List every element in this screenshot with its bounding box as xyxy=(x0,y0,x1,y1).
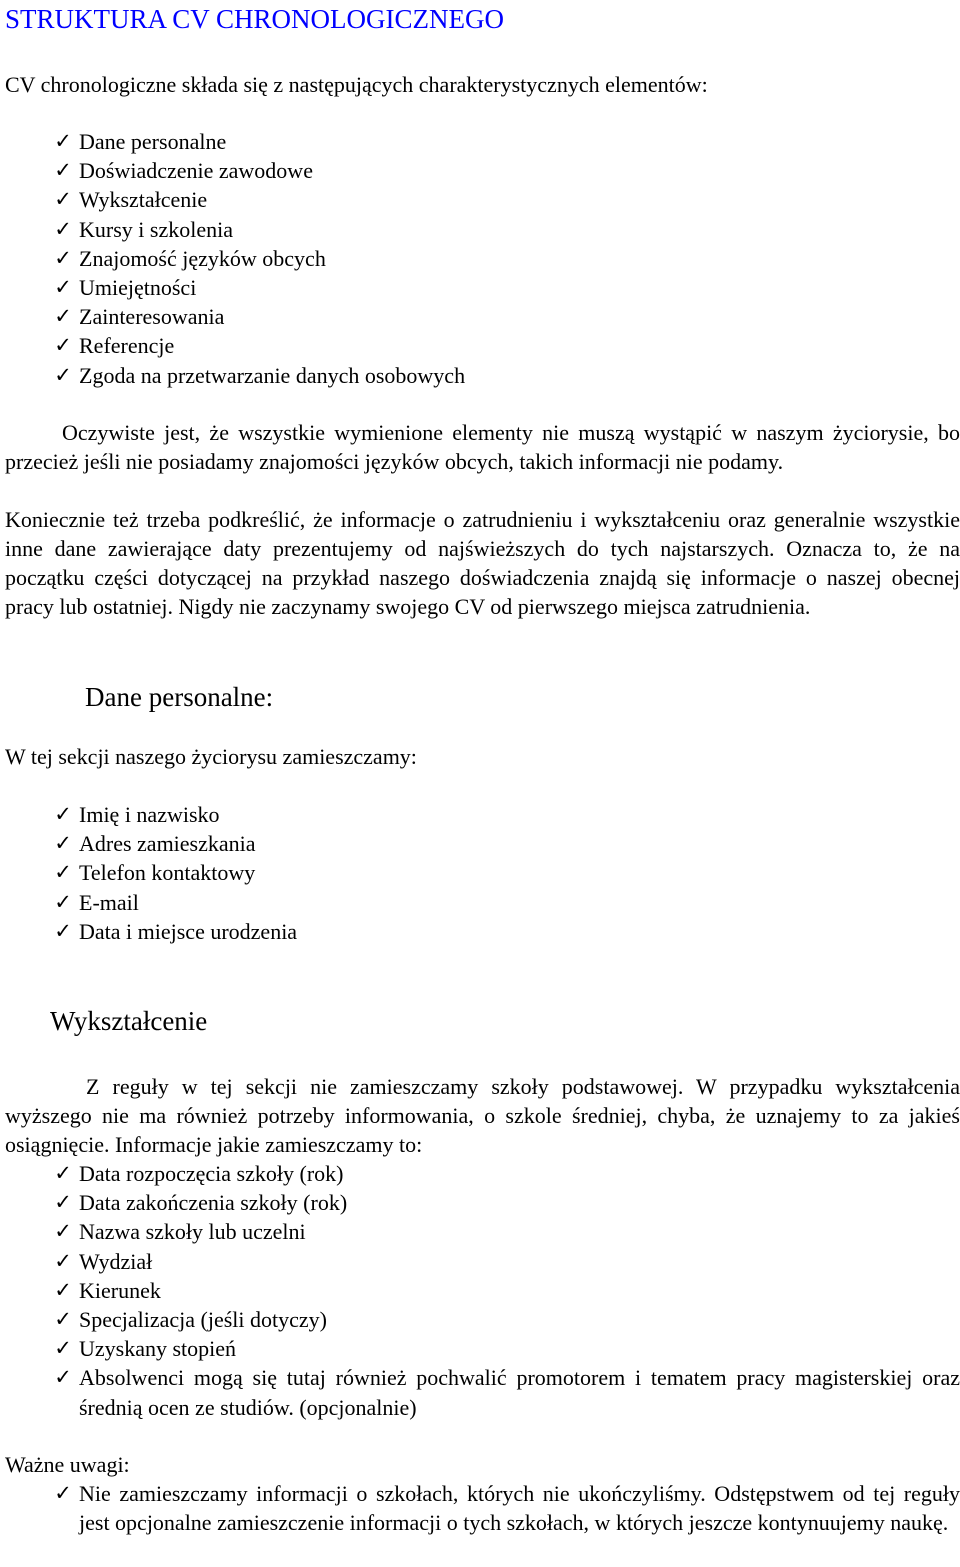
list-item: ✓ Kierunek xyxy=(5,1276,960,1305)
list-item: ✓ Uzyskany stopień xyxy=(5,1334,960,1363)
list-item: ✓ Referencje xyxy=(5,331,960,360)
paragraph-chronology: Koniecznie też trzeba podkreślić, że informacje o zatrudnieniu i wykształceniu oraz generalnie wszystkie inne dane zawierające daty prezentujemy od najświeższych do tych najstarszych. Oznacza to, że na początku części dotyczącej na przykład naszego doświadczenia znajdą się informacje o naszej obecnej pracy lub ostatniej. Nigdy nie zaczynamy swojego CV od pierwszego miejsca zatrudnienia. xyxy=(5,507,960,619)
check-icon: ✓ xyxy=(54,1277,72,1302)
list-item: ✓ Adres zamieszkania xyxy=(5,829,960,858)
education-paragraph: Z reguły w tej sekcji nie zamieszczamy szkoły podstawowej. W przypadku wykształcenia wyższego nie ma również potrzeby informowania, o szkole średniej, chyba, że uznajemy to za jakieś osiągnięcie. Informacje jakie zamieszczamy to: xyxy=(5,1074,960,1157)
check-icon: ✓ xyxy=(54,1365,72,1390)
check-icon: ✓ xyxy=(54,304,72,329)
check-icon: ✓ xyxy=(54,860,72,885)
list-item: ✓ Data i miejsce urodzenia xyxy=(5,917,960,946)
check-icon: ✓ xyxy=(54,187,72,212)
notes-label: Ważne uwagi: xyxy=(5,1452,130,1477)
list-item: ✓ Imię i nazwisko xyxy=(5,800,960,829)
list-item: ✓ Specjalizacja (jeśli dotyczy) xyxy=(5,1305,960,1334)
list-item: ✓ Umiejętności xyxy=(5,273,960,302)
cv-elements-list xyxy=(5,127,960,390)
check-icon: ✓ xyxy=(54,216,72,241)
check-icon: ✓ xyxy=(54,1248,72,1273)
education-list xyxy=(5,1159,960,1422)
list-item: ✓ Wydział xyxy=(5,1247,960,1276)
personal-intro: W tej sekcji naszego życiorysu zamieszczamy: xyxy=(5,744,417,769)
check-icon: ✓ xyxy=(54,1307,72,1332)
check-icon: ✓ xyxy=(54,275,72,300)
document-title: STRUKTURA CV CHRONOLOGICZNEGO xyxy=(5,4,505,34)
check-icon: ✓ xyxy=(54,245,72,270)
check-icon: ✓ xyxy=(54,333,72,358)
heading-personal-data: Dane personalne: xyxy=(85,682,274,712)
heading-education: Wykształcenie xyxy=(50,1006,208,1036)
list-item: ✓ E-mail xyxy=(5,888,960,917)
notes-list xyxy=(5,1479,960,1537)
paragraph-optional-elements: Oczywiste jest, że wszystkie wymienione elementy nie muszą wystąpić w naszym życiorysie, bo przecież jeśli nie posiadamy znajomości języków obcych, takich informacji nie podamy. xyxy=(5,420,960,474)
list-item: ✓ Nazwa szkoły lub uczelni xyxy=(5,1217,960,1246)
list-item: ✓ Data zakończenia szkoły (rok) xyxy=(5,1188,960,1217)
list-item: ✓ Dane personalne xyxy=(5,127,960,156)
check-icon: ✓ xyxy=(54,1190,72,1215)
list-item: ✓ Data rozpoczęcia szkoły (rok) xyxy=(5,1159,960,1188)
check-icon: ✓ xyxy=(54,831,72,856)
list-item: ✓ Wykształcenie xyxy=(5,185,960,214)
check-icon: ✓ xyxy=(54,362,72,387)
check-icon: ✓ xyxy=(54,918,72,943)
check-icon: ✓ xyxy=(54,129,72,153)
check-icon: ✓ xyxy=(54,1336,72,1361)
list-item: ✓ Zgoda na przetwarzanie danych osobowych xyxy=(5,361,960,390)
check-icon: ✓ xyxy=(54,1481,72,1505)
list-item: ✓ Nie zamieszczamy informacji o szkołach, których nie ukończyliśmy. Odstępstwem od tej reguły jest opcjonalne zamieszczenie informacji o tych szkołach, w których jeszcze kontynuujemy naukę. xyxy=(54,1481,960,1536)
list-item: ✓ Kursy i szkolenia xyxy=(5,215,960,244)
intro-text: CV chronologiczne składa się z następujących charakterystycznych elementów: xyxy=(5,72,708,97)
personal-data-list xyxy=(5,800,960,946)
list-item: ✓ Zainteresowania xyxy=(5,302,960,331)
list-item: ✓ Telefon kontaktowy xyxy=(5,858,960,887)
list-item: ✓ Doświadczenie zawodowe xyxy=(5,156,960,185)
check-icon: ✓ xyxy=(54,1219,72,1244)
check-icon: ✓ xyxy=(54,802,72,826)
check-icon: ✓ xyxy=(54,158,72,183)
check-icon: ✓ xyxy=(54,1161,72,1185)
list-item: ✓ Absolwenci mogą się tutaj również pochwalić promotorem i tematem pracy magisterskiej oraz średnią ocen ze studiów. (opcjonalnie) xyxy=(54,1365,960,1420)
list-item: ✓ Znajomość języków obcych xyxy=(5,244,960,273)
check-icon: ✓ xyxy=(54,889,72,914)
